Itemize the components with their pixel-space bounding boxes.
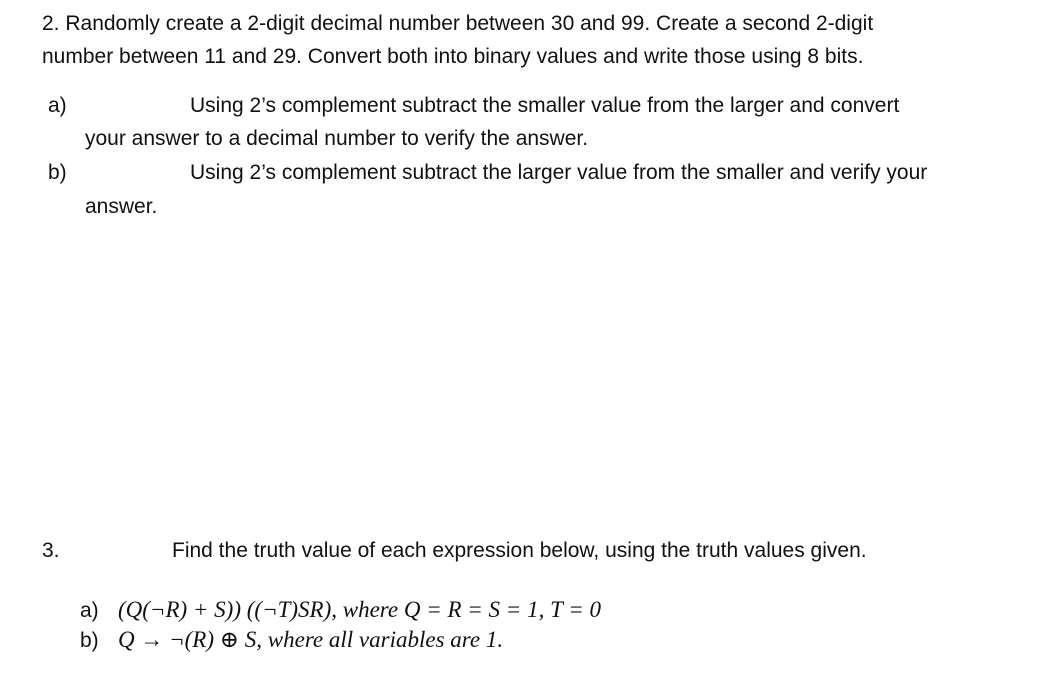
q3b-label: b)	[80, 629, 99, 652]
q3b-math	[118, 627, 503, 653]
q3a-condition: where Q = R = S = 1, T = 0	[342, 597, 601, 622]
q3b-expression: Q → ¬(R) ⊕ S,	[118, 627, 263, 652]
q2a-text-line-2: your answer to a decimal number to verify the answer.	[85, 127, 589, 150]
q2b-label: b)	[48, 161, 67, 184]
q2-line-1: 2. Randomly create a 2-digit decimal number between 30 and 99. Create a second 2-digit	[42, 12, 874, 35]
q3-instruction: Find the truth value of each expression below, using the truth values given.	[172, 539, 867, 562]
q2-line-2: number between 11 and 29. Convert both into binary values and write those using 8 bits.	[42, 45, 864, 68]
q2a-text-line-1: Using 2’s complement subtract the smaller value from the larger and convert	[190, 94, 900, 117]
q3a-expression: (Q(¬R) + S)) ((¬T)SR),	[118, 597, 337, 622]
q3a-math	[118, 597, 601, 623]
q2b-text-line-1: Using 2’s complement subtract the larger value from the smaller and verify your	[190, 161, 928, 184]
q2b-text-line-2: answer.	[85, 195, 158, 218]
q3b-condition: where all variables are 1.	[267, 627, 504, 652]
q3-number: 3.	[42, 539, 60, 562]
q3a-label: a)	[80, 599, 99, 622]
q2a-label: a)	[48, 94, 67, 117]
